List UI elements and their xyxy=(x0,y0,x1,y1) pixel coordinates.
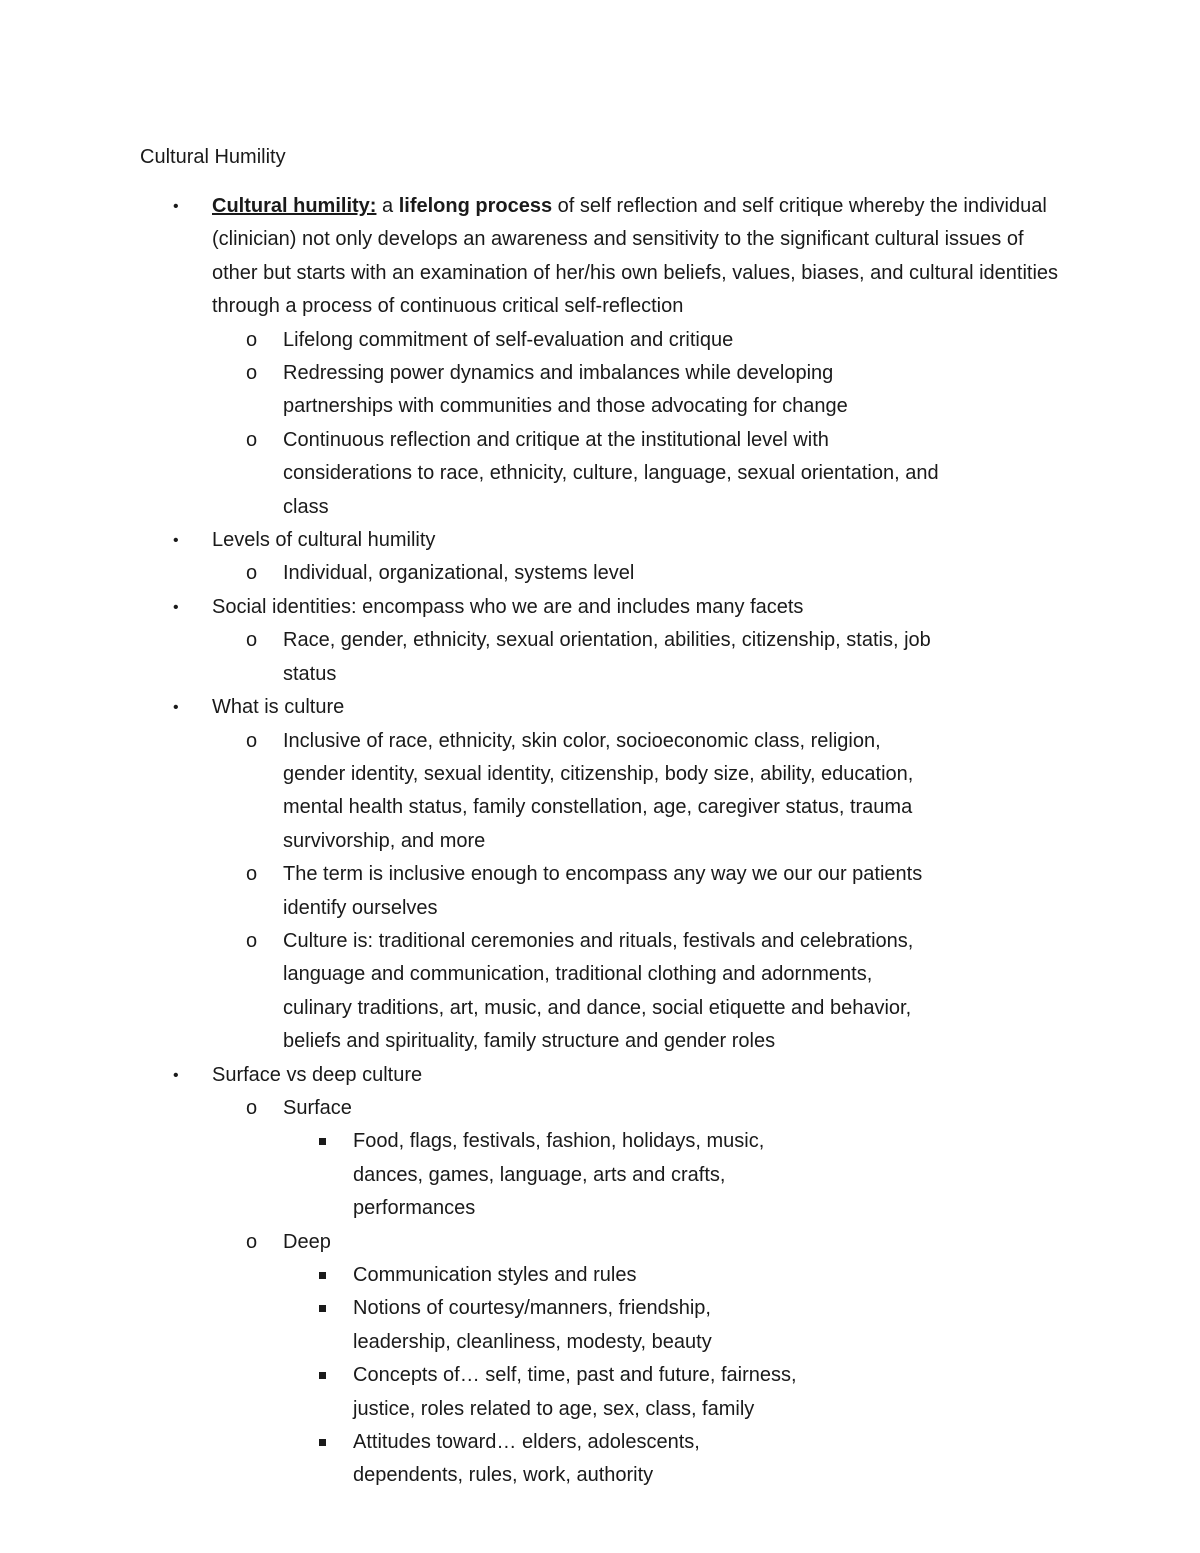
circle-marker: o xyxy=(246,729,258,752)
square-marker xyxy=(319,1372,326,1379)
list-item xyxy=(0,1426,940,1493)
definition-term: Cultural humility: xyxy=(212,195,377,217)
list-item xyxy=(0,357,1070,424)
bullet-marker: • xyxy=(173,598,179,616)
surface-sublist xyxy=(0,1125,940,1225)
surface-deep-sublist xyxy=(0,1092,1070,1493)
list-item xyxy=(0,1125,940,1225)
list-item-text: Inclusive of race, ethnicity, skin color, socioeconomic class, religion, gender identity, sexual identity, citizenship, body size, ability, education, mental health status, family constellation, age, caregiver status, trauma survivorship, and more xyxy=(283,729,914,852)
list-item-levels xyxy=(0,524,1200,591)
list-item-text: Levels of cultural humility xyxy=(212,529,436,552)
deep-sublist xyxy=(0,1259,940,1493)
circle-marker: o xyxy=(246,1230,258,1253)
list-item xyxy=(0,925,1070,1059)
square-marker xyxy=(319,1305,326,1312)
circle-marker: o xyxy=(246,929,258,952)
bullet-marker: • xyxy=(173,1066,179,1084)
list-item-text: Continuous reflection and critique at the institutional level with considerations to race, ethnicity, culture, language, sexual orientation, and class xyxy=(283,428,939,518)
bullet-marker: • xyxy=(173,198,179,215)
outline-list xyxy=(0,190,1200,1493)
list-item xyxy=(0,1292,940,1359)
list-item-text: Surface vs deep culture xyxy=(212,1063,423,1086)
list-item xyxy=(0,725,1070,859)
levels-sublist xyxy=(0,557,1070,590)
definition-sublist xyxy=(0,324,1070,524)
list-item-text: Individual, organizational, systems level xyxy=(283,562,635,585)
circle-marker: o xyxy=(246,863,258,886)
definition-text: of self reflection and self critique whereby the individual (clinician) not only develops an awareness and sensitivity to the significant cultural issues of other but starts with an examination of her/his own beliefs, values, biases, and cultural identities through a process of continuous critical self-reflection xyxy=(212,195,1059,318)
list-item xyxy=(0,557,1070,590)
list-item-definition xyxy=(0,190,1200,524)
social-identities-sublist xyxy=(0,624,1070,691)
bullet-marker: • xyxy=(173,532,179,550)
list-item-text: Social identities: encompass who we are and includes many facets xyxy=(212,595,804,618)
circle-marker: o xyxy=(246,629,258,652)
list-item-text: Food, flags, festivals, fashion, holidays, music, dances, games, language, arts and crafts, performances xyxy=(353,1130,765,1220)
circle-marker: o xyxy=(246,1096,258,1119)
definition-emphasis: lifelong process xyxy=(398,195,553,217)
list-item xyxy=(0,624,1070,691)
list-item-text: Surface xyxy=(283,1096,352,1119)
document-title: Cultural Humility xyxy=(140,146,286,168)
list-item xyxy=(0,1259,940,1292)
list-item-text: Deep xyxy=(283,1230,331,1253)
circle-marker: o xyxy=(246,362,258,385)
list-item xyxy=(0,424,1070,524)
list-item-text: What is culture xyxy=(212,696,345,719)
list-item-text: Culture is: traditional ceremonies and rituals, festivals and celebrations, language and communication, traditional clothing and adornments, culinary traditions, art, music, and dance, social etiquette and behavior, beliefs and spirituality, family structure and gender roles xyxy=(283,929,914,1053)
list-item-culture xyxy=(0,691,1200,1058)
definition-connector: a xyxy=(376,195,399,217)
list-item-surface-deep xyxy=(0,1059,1200,1493)
list-item-text: Notions of courtesy/manners, friendship, leadership, cleanliness, modesty, beauty xyxy=(353,1297,712,1353)
square-marker xyxy=(319,1439,326,1446)
square-marker xyxy=(319,1272,326,1279)
list-item-text: Redressing power dynamics and imbalances while developing partnerships with communities and those advocating for change xyxy=(283,362,848,418)
list-item xyxy=(0,858,1070,925)
list-item-surface xyxy=(0,1092,1070,1226)
list-item-text: Communication styles and rules xyxy=(353,1264,637,1286)
list-item-social-identities xyxy=(0,591,1200,691)
circle-marker: o xyxy=(246,562,258,585)
circle-marker: o xyxy=(246,428,258,451)
bullet-marker: • xyxy=(173,699,179,717)
list-item xyxy=(0,1359,940,1426)
list-item-text: Concepts of… self, time, past and future, fairness, justice, roles related to age, sex, class, family xyxy=(353,1364,797,1420)
list-item-text: Attitudes toward… elders, adolescents, dependents, rules, work, authority xyxy=(353,1431,700,1487)
list-item-text: The term is inclusive enough to encompass any way we our our patients identify ourselves xyxy=(283,863,923,919)
list-item-text: Lifelong commitment of self-evaluation and critique xyxy=(283,328,734,351)
square-marker xyxy=(319,1138,326,1145)
circle-marker: o xyxy=(246,328,258,351)
list-item-deep xyxy=(0,1226,1070,1493)
list-item xyxy=(0,324,1070,357)
list-item-text: Race, gender, ethnicity, sexual orientation, abilities, citizenship, statis, job status xyxy=(283,629,931,685)
culture-sublist xyxy=(0,725,1070,1059)
